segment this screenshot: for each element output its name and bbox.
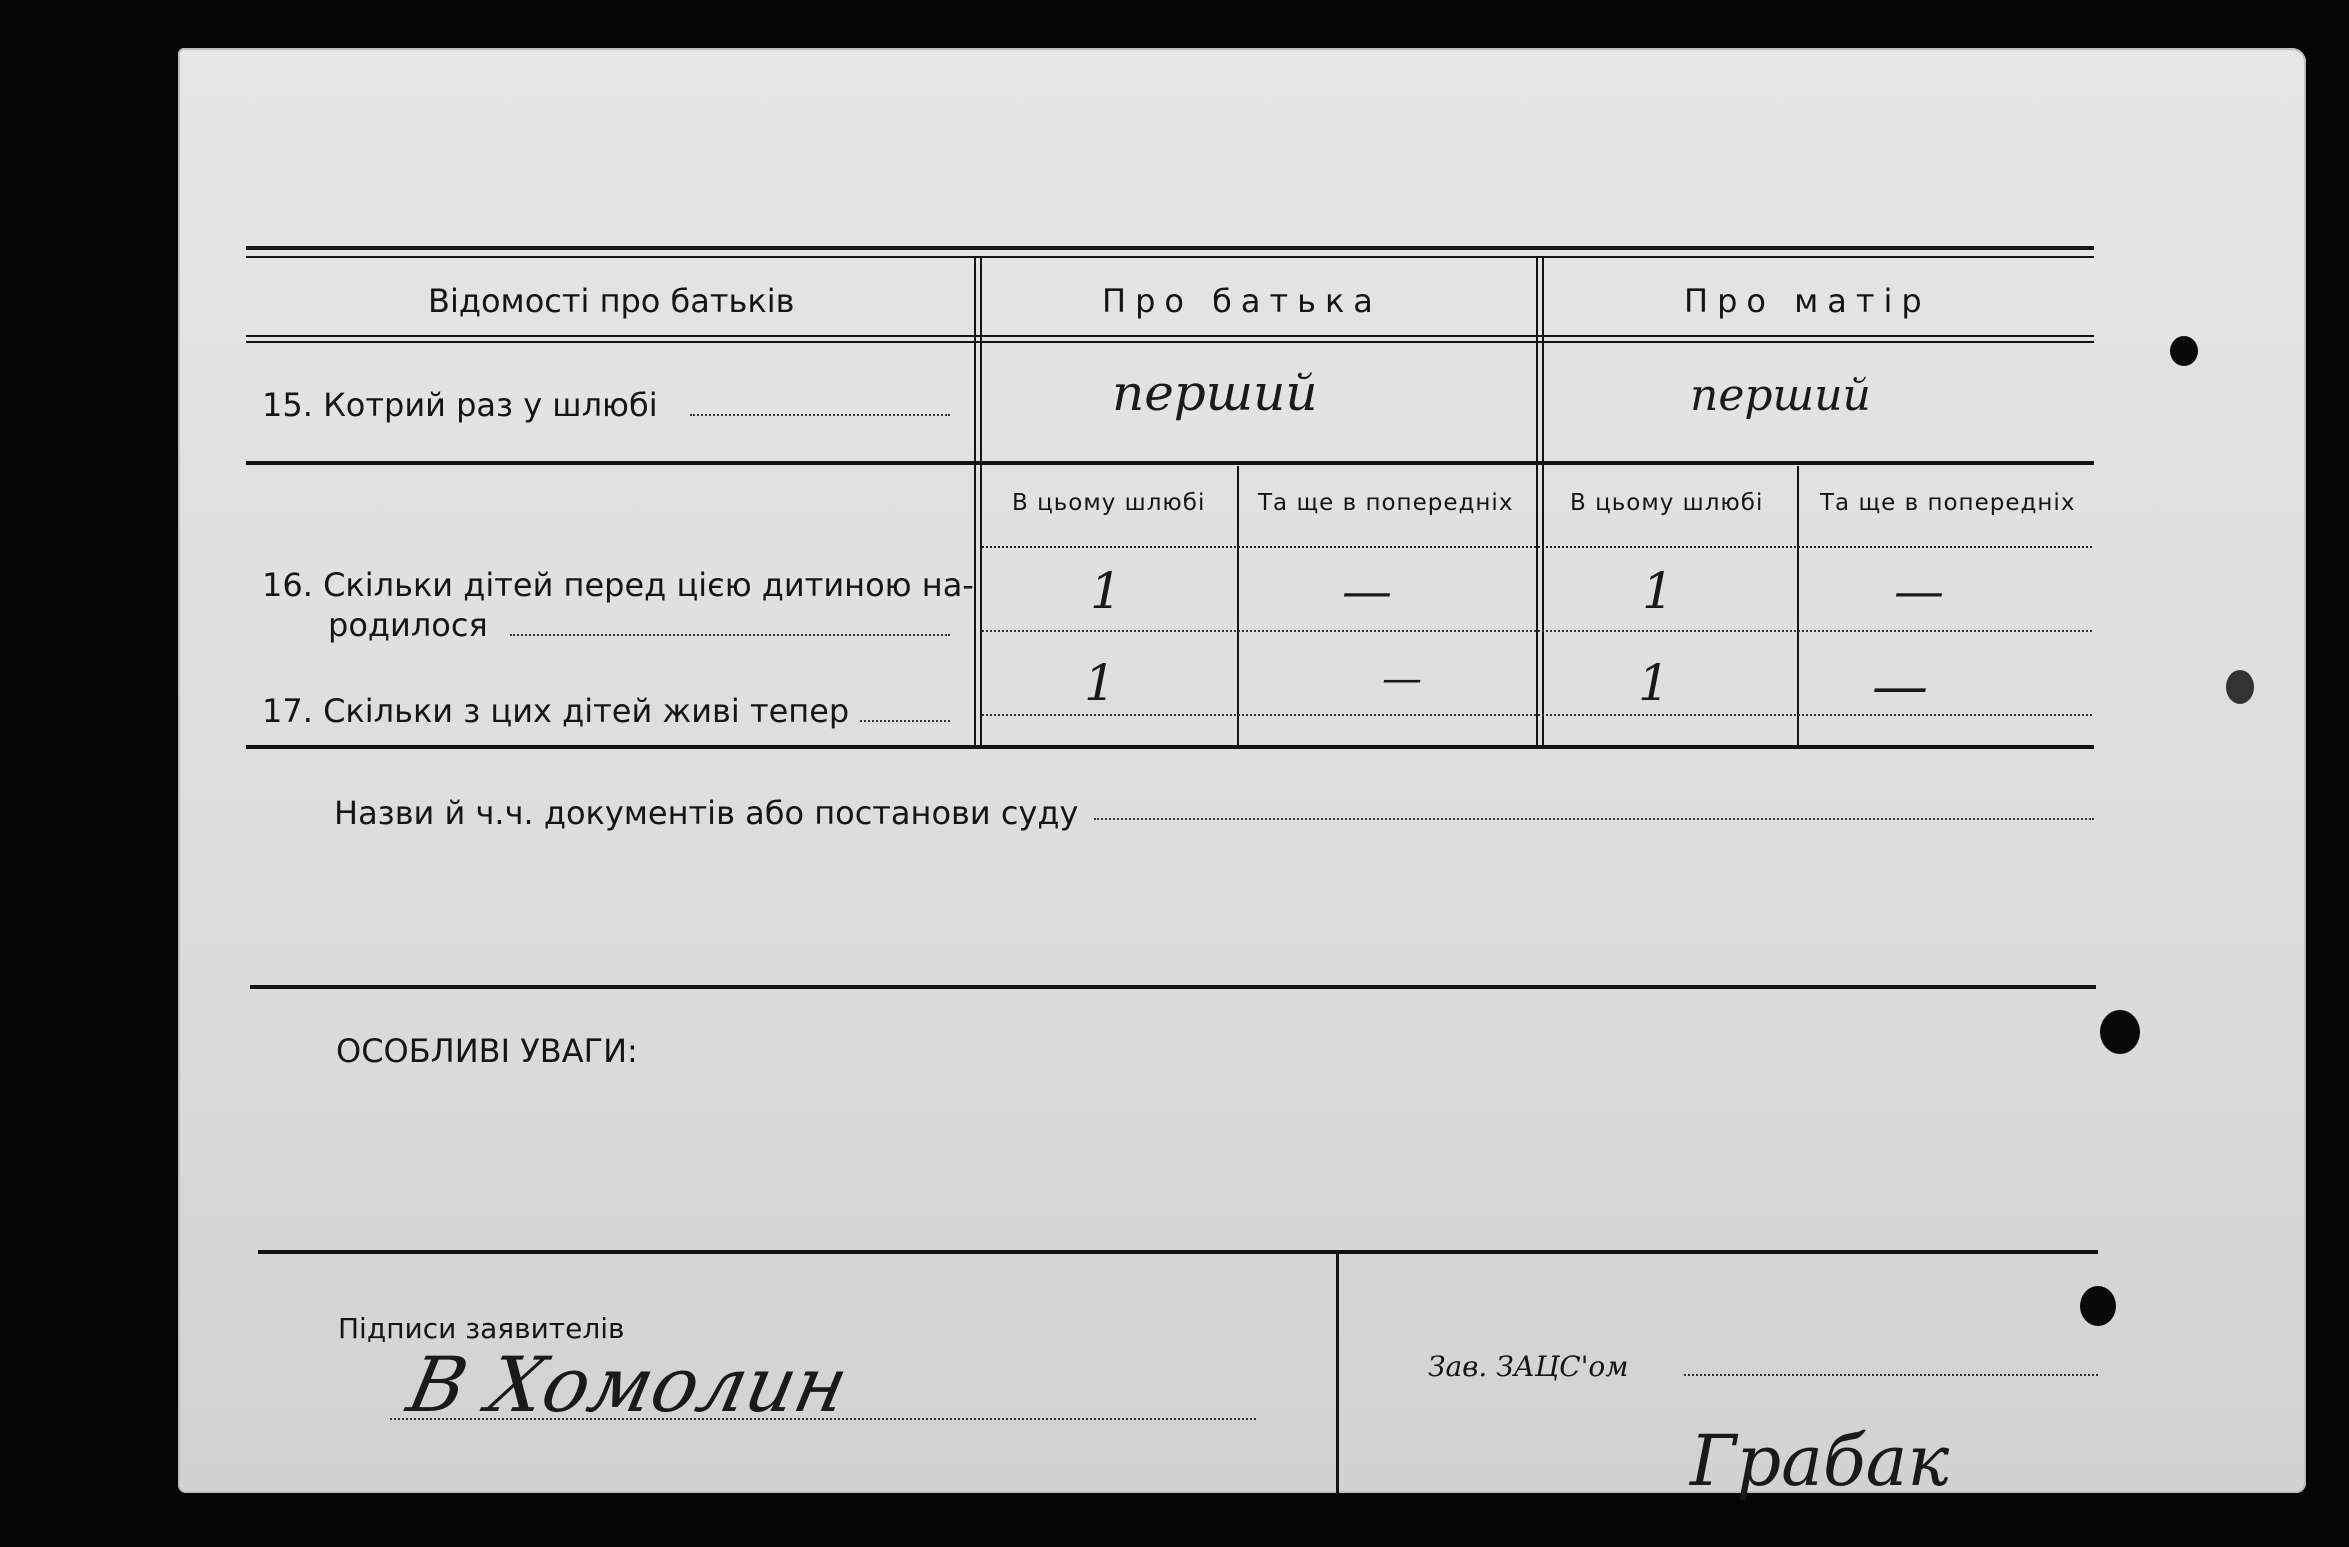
- row17-mother-prev: —: [1872, 654, 1928, 719]
- col-divider-2a: [1536, 258, 1538, 746]
- row16-mother-prev: —: [1894, 562, 1944, 620]
- signatures-divider: [1336, 1254, 1339, 1494]
- subheader-mother-prev: Та ще в попередніх: [1820, 490, 2076, 516]
- applicant-signature: В Хомолин: [400, 1340, 856, 1429]
- row17-label: 17. Скільки з цих дітей живі тепер: [262, 692, 850, 730]
- punch-hole: [2226, 670, 2254, 704]
- row17-father-this: 1: [1084, 654, 1116, 712]
- subheader-father-prev: Та ще в попередніх: [1258, 490, 1514, 516]
- punch-hole: [2080, 1286, 2116, 1326]
- row16-label-line1: 16. Скільки дітей перед цією дитиною на-: [262, 566, 974, 604]
- header-parents-info: Відомості про батьків: [428, 282, 795, 320]
- row15-father-value: перший: [1112, 364, 1318, 422]
- row16-label-line2: родилося: [328, 606, 488, 644]
- row15-label: 15. Котрий раз у шлюбі: [262, 386, 658, 424]
- row15-bottom-rule: [246, 461, 2094, 465]
- top-rule: [246, 246, 2094, 250]
- signatures-label: Підписи заявителів: [338, 1312, 625, 1345]
- col-divider-2b: [1542, 258, 1544, 746]
- col-divider-1a: [974, 258, 976, 746]
- subcol-divider-father: [1237, 466, 1239, 746]
- row16-mother-this: 1: [1642, 562, 1674, 620]
- row17-values-rule: [982, 714, 2092, 716]
- subheader-rule: [982, 546, 2092, 548]
- notes-label: ОСОБЛИВІ УВАГИ:: [336, 1032, 638, 1070]
- row16-leader: [510, 634, 950, 636]
- subcol-divider-mother: [1797, 466, 1799, 746]
- form-sheet: [178, 48, 2306, 1493]
- subheader-mother-this: В цьому шлюбі: [1570, 490, 1764, 516]
- registrar-signature-line: [1684, 1374, 2098, 1376]
- header-father: Про батька: [1102, 282, 1382, 320]
- header-mother: Про матір: [1684, 282, 1931, 320]
- subheader-father-this: В цьому шлюбі: [1012, 490, 1206, 516]
- header-bottom-rule: [246, 335, 2094, 337]
- documents-field: [1094, 818, 2094, 820]
- row17-leader: [860, 720, 950, 722]
- row15-leader: [690, 414, 950, 416]
- table-bottom-rule: [246, 745, 2094, 749]
- documents-bottom-rule: [250, 985, 2096, 989]
- documents-label: Назви й ч.ч. документів або постанови суду: [334, 794, 1079, 832]
- row17-mother-this: 1: [1638, 654, 1670, 712]
- row16-father-prev: —: [1342, 562, 1392, 620]
- registrar-label: Зав. ЗАЦС'ом: [1428, 1350, 1629, 1383]
- applicant-signature-line: [390, 1418, 1256, 1420]
- registrar-signature: Грабак: [1690, 1420, 1950, 1502]
- row17-father-prev: —: [1382, 656, 1422, 702]
- notes-bottom-rule: [258, 1250, 2098, 1254]
- row15-mother-value: перший: [1690, 370, 1871, 421]
- punch-hole: [2100, 1010, 2140, 1054]
- damage-mark: [2170, 336, 2198, 366]
- header-bottom-rule-2: [246, 341, 2094, 343]
- col-divider-1b: [980, 258, 982, 746]
- row16-values-rule: [982, 630, 2092, 632]
- row16-father-this: 1: [1090, 562, 1122, 620]
- top-rule-thin: [246, 256, 2094, 258]
